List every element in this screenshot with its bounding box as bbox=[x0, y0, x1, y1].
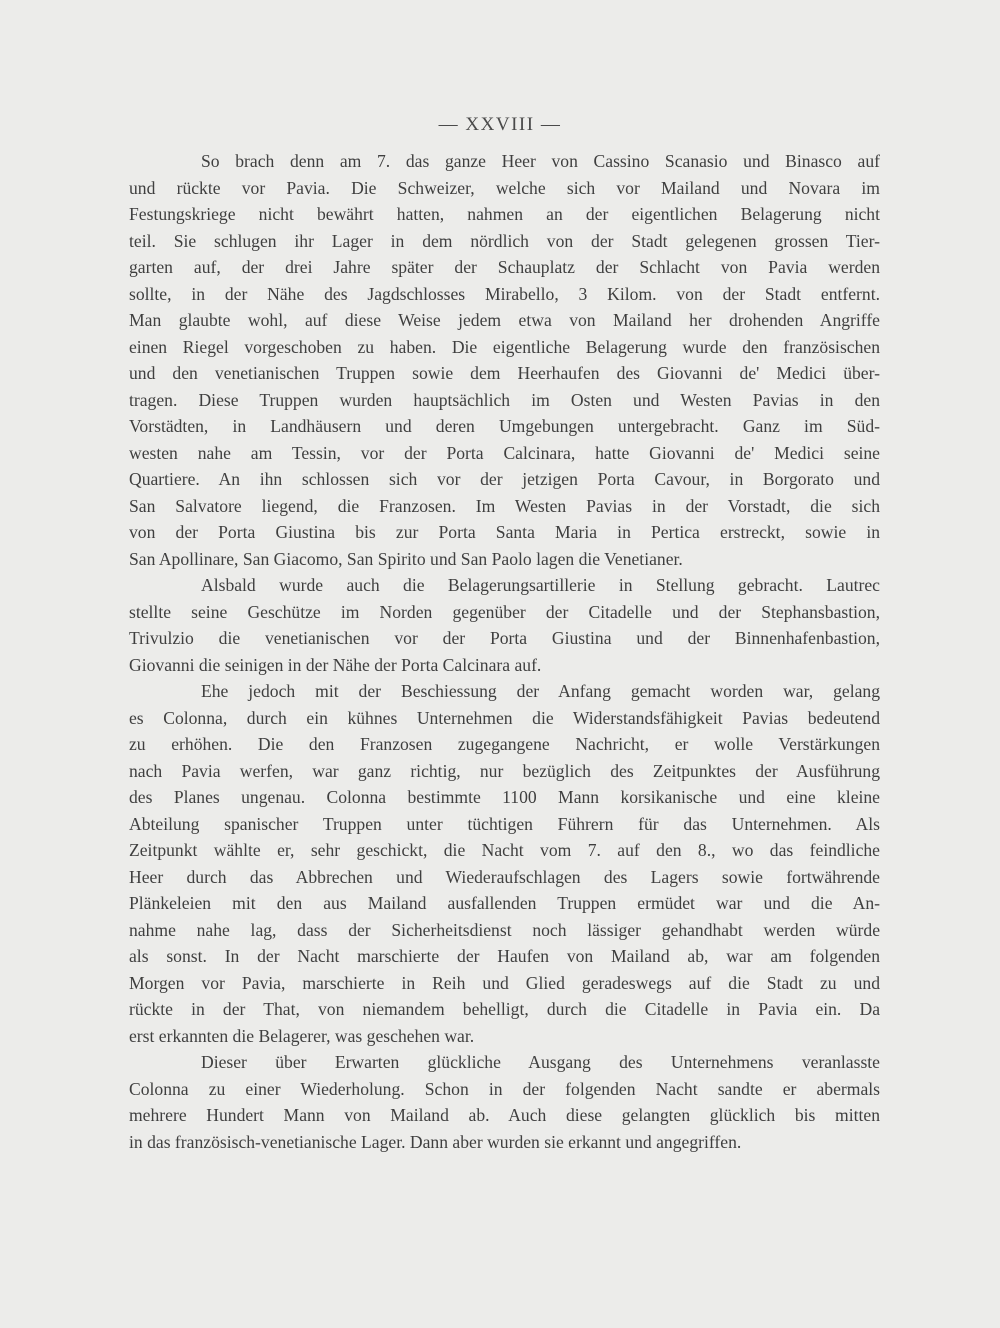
text-line: und rückte vor Pavia. Die Schweizer, welche sich vor Mailand und Novara im bbox=[129, 177, 880, 198]
paragraph bbox=[129, 572, 880, 678]
text-line: zu erhöhen. Die den Franzosen zugegangene Nachricht, er wolle Verstärkungen bbox=[129, 734, 880, 754]
text-line: rückte in der That, von niemandem behelligt, durch die Citadelle in Pavia ein. Da bbox=[129, 999, 880, 1019]
text-line: Ehe jedoch mit der Beschiessung der Anfang gemacht worden war, gelang bbox=[201, 681, 880, 701]
text-line: San Apollinare, San Giacomo, San Spirito und San Paolo lagen die Venetianer. bbox=[129, 548, 683, 569]
text-line: Dieser über Erwarten glückliche Ausgang des Unternehmens veranlasste bbox=[201, 1052, 880, 1072]
text-line: Man glaubte wohl, auf diese Weise jedem etwa von Mailand her drohenden Angriffe bbox=[129, 310, 880, 330]
text-line: tragen. Diese Truppen wurden hauptsächlich im Osten und Westen Pavias in den bbox=[129, 389, 880, 410]
text-line: nach Pavia werfen, war ganz richtig, nur bezüglich des Zeitpunktes der Ausführung bbox=[129, 760, 880, 781]
text-line: des Planes ungenau. Colonna bestimmte 1100 Mann korsikanische und eine kleine bbox=[129, 787, 880, 807]
text-line: Plänkeleien mit den aus Mailand ausfallenden Truppen ermüdet war und die An- bbox=[129, 893, 880, 913]
text-line: Festungskriege nicht bewährt hatten, nahmen an der eigentlichen Belagerung nicht bbox=[129, 204, 880, 224]
text-line: So brach denn am 7. das ganze Heer von Cassino Scanasio und Binasco auf bbox=[201, 151, 880, 171]
text-line: mehrere Hundert Mann von Mailand ab. Auch diese gelangten glücklich bis mitten bbox=[129, 1105, 880, 1125]
body-text bbox=[129, 148, 880, 1155]
paragraphs bbox=[129, 148, 880, 1155]
text-line: sollte, in der Nähe des Jagdschlosses Mirabello, 3 Kilom. von der Stadt entfernt. bbox=[129, 283, 880, 304]
text-line: und den venetianischen Truppen sowie dem Heerhaufen des Giovanni de' Medici über- bbox=[129, 363, 880, 383]
text-line: erst erkannten die Belagerer, was geschehen war. bbox=[129, 1025, 475, 1046]
text-line: San Salvatore liegend, die Franzosen. Im Westen Pavias in der Vorstadt, die sich bbox=[129, 495, 880, 516]
text-line: Zeitpunkt wählte er, sehr geschickt, die Nacht vom 7. auf den 8., wo das feindliche bbox=[129, 840, 880, 860]
page-number: — XXVIII — bbox=[438, 114, 562, 135]
text-line: als sonst. In der Nacht marschierte der Haufen von Mailand ab, war am folgenden bbox=[129, 946, 880, 966]
text-line: Quartiere. An ihn schlossen sich vor der jetzigen Porta Cavour, in Borgorato und bbox=[129, 469, 880, 489]
text-line: Morgen vor Pavia, marschierte in Reih und Glied geradeswegs auf die Stadt zu und bbox=[129, 972, 880, 993]
text-line: stellte seine Geschütze im Norden gegenüber der Citadelle und der Stephansbastion, bbox=[129, 601, 880, 622]
text-line: Colonna zu einer Wiederholung. Schon in der folgenden Nacht sandte er abermals bbox=[129, 1078, 880, 1099]
text-line: in das französisch-venetianische Lager. Dann aber wurden sie erkannt und angegriffen. bbox=[129, 1131, 742, 1152]
text-line: garten auf, der drei Jahre später der Schauplatz der Schlacht von Pavia werden bbox=[129, 257, 880, 277]
text-line: nahme nahe lag, dass der Sicherheitsdienst noch lässiger gehandhabt werden würde bbox=[129, 919, 880, 940]
text-line: Giovanni die seinigen in der Nähe der Porta Calcinara auf. bbox=[129, 654, 542, 675]
text-line: von der Porta Giustina bis zur Porta Santa Maria in Pertica erstreckt, sowie in bbox=[129, 522, 880, 542]
text-line: Abteilung spanischer Truppen unter tüchtigen Führern für das Unternehmen. Als bbox=[129, 813, 880, 834]
text-line: Trivulzio die venetianischen vor der Porta Giustina und der Binnenhafenbastion, bbox=[129, 628, 880, 648]
text-line: westen nahe am Tessin, vor der Porta Calcinara, hatte Giovanni de' Medici seine bbox=[129, 442, 880, 463]
text-line: Alsbald wurde auch die Belagerungsartillerie in Stellung gebracht. Lautrec bbox=[201, 575, 880, 595]
text-line: teil. Sie schlugen ihr Lager in dem nördlich von der Stadt gelegenen grossen Tier- bbox=[129, 230, 880, 251]
text-line: einen Riegel vorgeschoben zu haben. Die eigentliche Belagerung wurde den französischen bbox=[129, 336, 880, 357]
text-line: es Colonna, durch ein kühnes Unternehmen die Widerstandsfähigkeit Pavias bedeutend bbox=[129, 707, 880, 728]
text-line: Vorstädten, in Landhäusern und deren Umgebungen untergebracht. Ganz im Süd- bbox=[129, 416, 880, 436]
paragraph bbox=[129, 678, 880, 1049]
paragraph bbox=[129, 148, 880, 572]
text-line: Heer durch das Abbrechen und Wiederaufschlagen des Lagers sowie fortwährende bbox=[129, 866, 880, 887]
paragraph bbox=[129, 1049, 880, 1155]
